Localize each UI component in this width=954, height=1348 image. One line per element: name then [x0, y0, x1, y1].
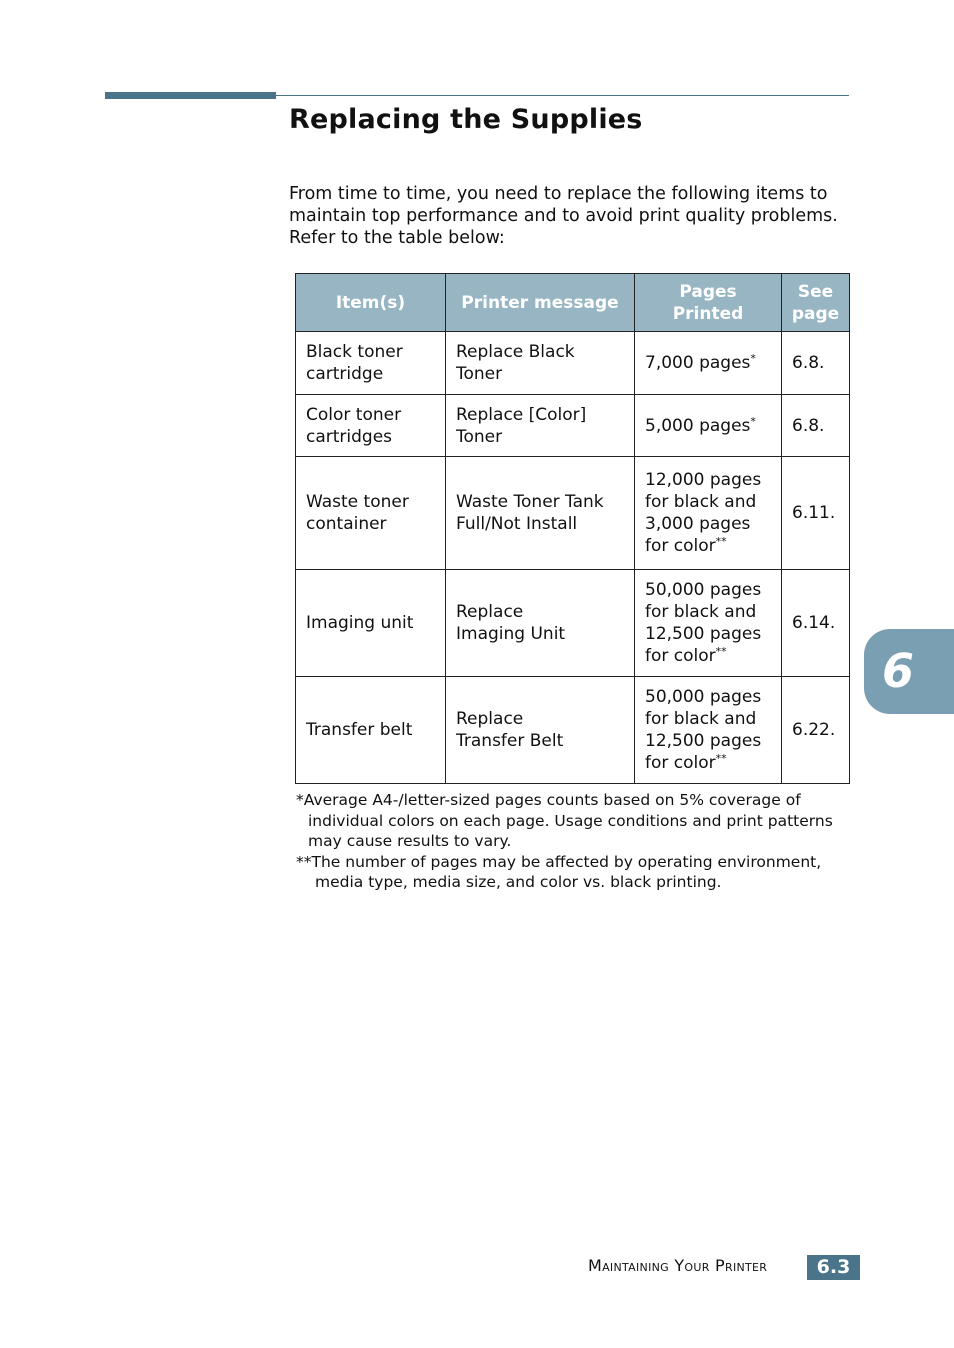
- footnote-marker: *: [750, 414, 756, 428]
- cell-message-text: Replace Black Toner: [456, 342, 575, 384]
- intro-paragraph: From time to time, you need to replace the following items to maintain top performance and to avoid print quality problems. Refer to the table below:: [289, 184, 838, 248]
- cell-see-page: [782, 395, 850, 457]
- table-row: [296, 677, 850, 784]
- page-title: Replacing the Supplies: [289, 104, 643, 135]
- cell-pages: [635, 677, 782, 784]
- header-see-page: See page: [782, 274, 850, 332]
- cell-see-page-text: 6.14.: [792, 613, 836, 633]
- cell-see-page-text: 6.22.: [792, 720, 836, 740]
- cell-pages-text: 5,000 pages: [645, 415, 751, 436]
- cell-item-text: Waste toner container: [306, 492, 409, 534]
- cell-see-page-text: 6.8.: [792, 353, 825, 373]
- cell-message-text: Waste Toner Tank Full/Not Install: [456, 492, 604, 534]
- cell-item: [296, 395, 446, 457]
- cell-pages: [635, 395, 782, 457]
- cell-item: [296, 677, 446, 784]
- footnotes: [296, 790, 856, 893]
- cell-message: [446, 457, 635, 570]
- cell-pages-text: 7,000 pages: [645, 353, 751, 373]
- cell-item-text: Transfer belt: [306, 720, 413, 740]
- table-row: [296, 332, 850, 395]
- page-number: 6.3: [807, 1255, 860, 1280]
- cell-item: [296, 457, 446, 570]
- supplies-table: [295, 273, 850, 784]
- table-row: [296, 395, 850, 457]
- cell-message: [446, 395, 635, 457]
- cell-see-page: [782, 570, 850, 677]
- cell-see-page-text: 6.8.: [792, 415, 825, 436]
- header-items: Item(s): [296, 274, 446, 332]
- cell-message-text: Replace Imaging Unit: [456, 602, 566, 644]
- footnote-marker: **: [715, 645, 727, 658]
- header-printer-message: Printer message: [446, 274, 635, 332]
- footnote-marker: **: [715, 752, 727, 765]
- footer-section-title: Maintaining Your Printer: [588, 1256, 768, 1275]
- header-pages-printed: Pages Printed: [635, 274, 782, 332]
- cell-pages: [635, 570, 782, 677]
- cell-item: [296, 570, 446, 677]
- table-row: [296, 570, 850, 677]
- cell-see-page-text: 6.11.: [792, 503, 836, 523]
- cell-message: [446, 570, 635, 677]
- cell-see-page: [782, 457, 850, 570]
- cell-message: [446, 677, 635, 784]
- footnote-double-asterisk: **The number of pages may be affected by operating environment, media type, media size, and color vs. black printing.: [296, 852, 822, 891]
- cell-message-text: Replace Transfer Belt: [456, 709, 564, 751]
- cell-pages-text: 12,000 pages for black and 3,000 pages for color: [645, 470, 762, 556]
- cell-pages-text: 50,000 pages for black and 12,500 pages for color: [645, 580, 762, 666]
- cell-pages-text: 50,000 pages for black and 12,500 pages for color: [645, 687, 762, 773]
- footnote-single-asterisk: *Average A4-/letter-sized pages counts based on 5% coverage of individual colors on each page. Usage conditions and print patterns may cause results to vary.: [296, 791, 833, 850]
- cell-message: [446, 332, 635, 395]
- header-rule-thick: [105, 92, 276, 99]
- cell-message-text: Replace [Color] Toner: [456, 404, 587, 447]
- cell-item-text: Color toner cartridges: [306, 404, 402, 447]
- table-header-row: [296, 274, 850, 332]
- cell-item: [296, 332, 446, 395]
- table-row: [296, 457, 850, 570]
- cell-see-page: [782, 677, 850, 784]
- cell-pages: [635, 457, 782, 570]
- cell-item-text: Black toner cartridge: [306, 342, 403, 384]
- footnote-marker: **: [715, 535, 727, 548]
- cell-item-text: Imaging unit: [306, 613, 414, 633]
- chapter-tab: 6: [864, 629, 954, 714]
- footnote-marker: *: [750, 352, 756, 365]
- cell-pages: [635, 332, 782, 395]
- cell-see-page: [782, 332, 850, 395]
- header-rule-thin: [276, 95, 849, 96]
